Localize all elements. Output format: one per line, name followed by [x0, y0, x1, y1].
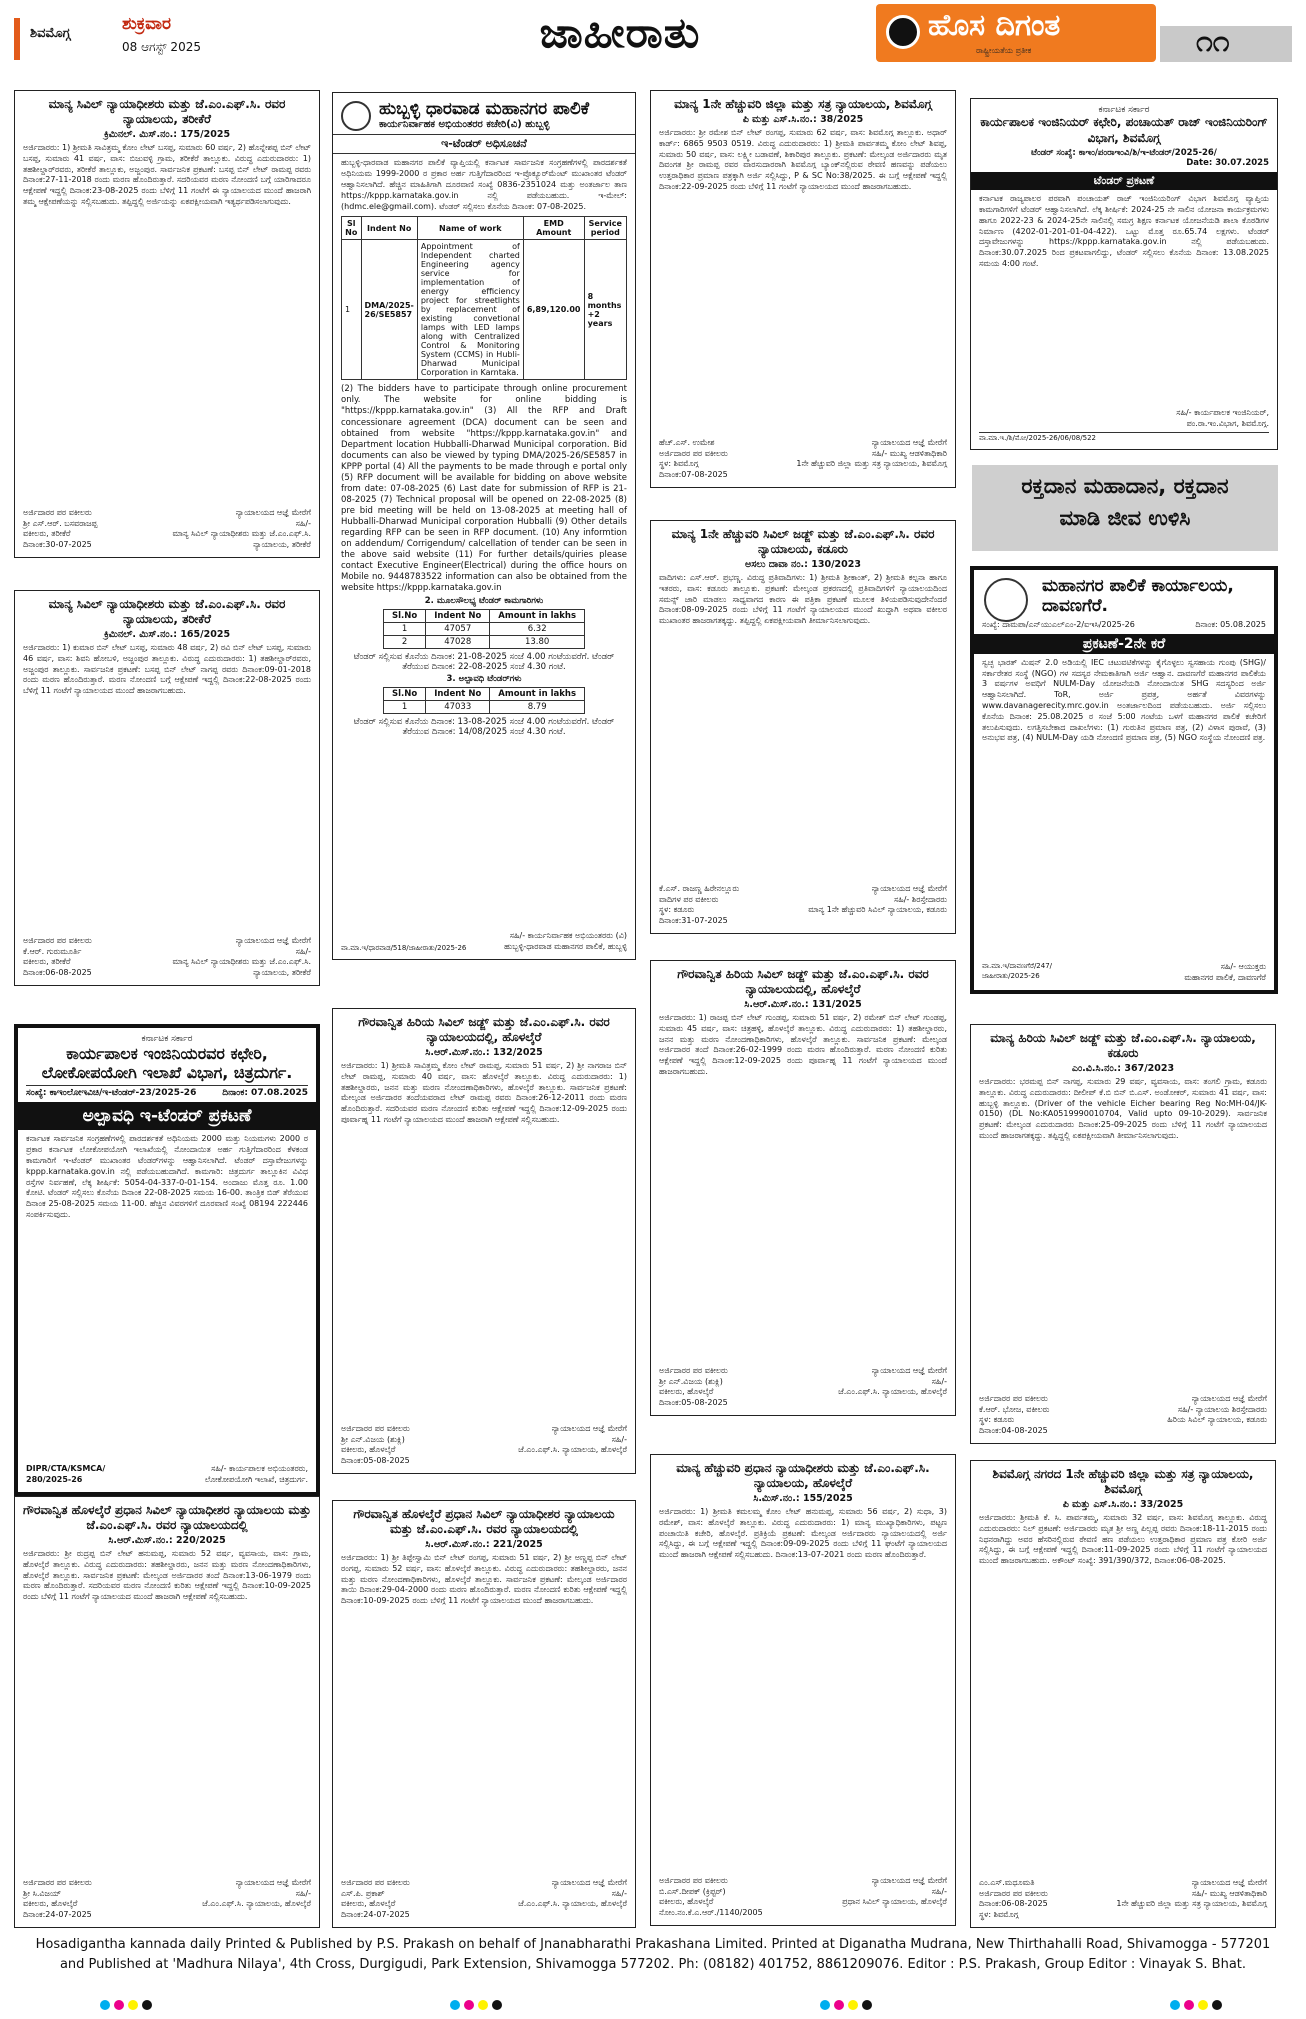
- sig-right: ನ್ಯಾಯಾಲಯದ ಆಜ್ಞೆ ಮೇರೆಗೆ ಸಹಿ/- ಜೆ.ಎಂ.ಎಫ್.ಸಿ. ನ್ಯಾಯಾಲಯ, ಹೊಳಲ್ಕೆರೆ: [202, 1877, 311, 1909]
- sig-left: ಅರ್ಜಿದಾರರ ಪರ ವಕೀಲರು ಬಿ.ಎಸ್.ದೀಪಕ್ (ಕ್ರಿಪ್ಟರ್) ವಕೀಲರು, ಹೊಳಲ್ಕೆರೆ ನೋಂ.ನಂ.ಕೆ.ಎ.ಆರ್./1140/2005: [659, 1875, 763, 1918]
- ad-title: ಹುಬ್ಬಳ್ಳಿ ಧಾರವಾಡ ಮಹಾನಗರ ಪಾಲಿಕೆ: [379, 99, 590, 119]
- ad-title: ಮಾನ್ಯ ಹೆಚ್ಚುವರಿ ಪ್ರಧಾನ ನ್ಯಾಯಾಧೀಶರು ಮತ್ತು ಜೆ.ಎಂ.ಎಫ್.ಸಿ. ನ್ಯಾಯಾಲಯ, ಹೊಳಲ್ಕೆರೆ: [676, 1461, 930, 1490]
- table-row: [342, 240, 627, 380]
- imprint-footer: [0, 1935, 1306, 1974]
- registration-marks-3: [820, 2000, 872, 2010]
- sig-right: ಸಹಿ/- ಕಾರ್ಯನಿರ್ವಾಹಕ ಅಭಿಯಂತರರು (ವಿ) ಹುಬ್ಬಳ್ಳಿ-ಧಾರವಾಡ ಮಹಾನಗರ ಪಾಲಿಕೆ, ಹುಬ್ಬಳ್ಳಿ: [504, 931, 627, 952]
- court-notice-ad-10: [650, 960, 956, 1416]
- ad-case-number: ಪಿ ಮತ್ತು ಎಸ್.ಸಿ.ನಂ.: 33/2025: [1062, 1499, 1184, 1510]
- td-indent: 47033: [426, 701, 490, 714]
- ad-signature: [979, 1394, 1267, 1437]
- reg-dot: [862, 2000, 872, 2010]
- ad-title: ಮಾನ್ಯ ಹಿರಿಯ ಸಿವಿಲ್ ಜಡ್ಜ್ ಮತ್ತು ಜೆ.ಎಂ.ಎಫ್.ಸಿ. ನ್ಯಾಯಾಲಯ, ಕಡೂರು: [990, 1031, 1256, 1060]
- logo-tagline: ರಾಷ್ಟ್ರೀಯತೆಯ ಪ್ರತೀಕ: [976, 46, 1032, 55]
- sig-right: ನ್ಯಾಯಾಲಯದ ಆಜ್ಞೆ ಮೇರೆಗೆ ಸಹಿ/- ಶಿರಸ್ತೇದಾರರು ಮಾನ್ಯ 1ನೇ ಹೆಚ್ಚುವರಿ ಸಿವಿಲ್ ನ್ಯಾಯಾಲಯ, ಕಡೂರು: [808, 883, 947, 915]
- section-title: ಜಾಹೀರಾತು: [539, 8, 701, 57]
- ad-body: ಹುಬ್ಬಳ್ಳಿ-ಧಾರವಾಡ ಮಹಾನಗರ ಪಾಲಿಕೆ ವ್ಯಾಪ್ತಿಯಲ್ಲಿ ಕರ್ನಾಟಕ ಸಾರ್ವಜನಿಕ ಸಂಗ್ರಹಣೆಗಳಲ್ಲಿ ಪಾರದರ್ಶಕತೆ ಅಧಿನಿಯಮ 1999-2000 ರ ಪ್ರಕಾರ ಅರ್ಹ ಗುತ್ತಿಗೆದಾರರಿಂದ ಇ-ಪ್ರೊಕ್ಯೂರ್‌ಮೆಂಟ್ ಮುಖಾಂತರ ಟೆಂಡರ್ ಆಹ್ವಾನಿಸಲಾಗಿದೆ. ಹೆಚ್ಚಿನ ಮಾಹಿತಿಗಾಗಿ ದೂರವಾಣಿ ಸಂಖ್ಯೆ 0836-2351024 ಮತ್ತು ಅಂತರ್ಜಾಲ ತಾಣ https://kppp.karnataka.gov.in ನಲ್ಲಿ ಪಡೆಯಬಹುದು. ಇ-ಮೇಲ್: (hdmc.ele@gmail.com). ಟೆಂಡರ್ ಸಲ್ಲಿಸಲು ಕೊನೆಯ ದಿನಾಂಕ: 07-08-2025.: [341, 158, 627, 211]
- footer-line-1: Hosadigantha kannada daily Printed & Published by P.S. Prakash on behalf of Jnanabharathi Prakashana Limited. Printed at Diganatha Mudrana, New Thirthahalli Road, Shivamogga - 577201: [35, 1937, 1271, 1952]
- logo-emblem-icon: [886, 15, 920, 49]
- td-period: 8 months +2 years: [584, 240, 626, 380]
- court-notice-ad-1: [14, 90, 320, 558]
- ad-signature: [23, 936, 311, 979]
- ad-department: ಕಾರ್ಯಪಾಲಕ ಇಂಜಿನಿಯರವರ ಕಛೇರಿ, ಲೋಕೋಪಯೋಗಿ ಇಲಾಖೆ ವಿಭಾಗ, ಚಿತ್ರದುರ್ಗ.: [41, 1044, 293, 1083]
- reg-dot: [142, 2000, 152, 2010]
- sig-left: ಎಂ.ಎಸ್.ಮಧೂಮತಿ ಅರ್ಜಿದಾರರ ಪರ ವಕೀಲರು ದಿನಾಂಕ:06-08-2025 ಸ್ಥಳ: ಶಿವಮೊಗ್ಗ: [979, 1877, 1048, 1920]
- psa-line-1: ರಕ್ತದಾನ ಮಹಾದಾನ, ರಕ್ತದಾನ: [1021, 474, 1229, 498]
- reg-dot: [848, 2000, 858, 2010]
- ad-signature: [341, 1424, 627, 1467]
- ad-title: ಮಾನ್ಯ 1ನೇ ಹೆಚ್ಚುವರಿ ಜಿಲ್ಲಾ ಮತ್ತು ಸತ್ರ ನ್ಯಾಯಾಲಯ, ಶಿವಮೊಗ್ಗ: [674, 97, 932, 111]
- psa-line-2: ಮಾಡಿ ಜೀವ ಉಳಿಸಿ: [1059, 505, 1191, 530]
- td-amount: 6.32: [490, 623, 585, 636]
- th-work: Name of work: [417, 217, 523, 240]
- ad-signature: [23, 1878, 311, 1921]
- td-slno: 1: [383, 701, 425, 714]
- ad-band: ಅಲ್ಪಾವಧಿ ಇ-ಟೆಂಡರ್ ಪ್ರಕಟಣೆ: [18, 1102, 316, 1130]
- t3-title: 3. ಅಲ್ಪಾವಧಿ ಟೆಂಡರ್‌ಗಳು: [446, 674, 522, 685]
- table-row: [383, 701, 584, 714]
- td-amount: 13.80: [490, 636, 585, 649]
- ad-title: ಗೌರವಾನ್ವಿತ ಹಿರಿಯ ಸಿವಿಲ್ ಜಡ್ಜ್ ಮತ್ತು ಜೆ.ಎಂ.ಎಫ್.ಸಿ. ರವರ ನ್ಯಾಯಾಲಯದಲ್ಲಿ, ಹೊಳಲ್ಕೆರೆ: [677, 967, 929, 996]
- sig-left: ಅರ್ಜಿದಾರರ ಪರ ವಕೀಲರು ಕೆ.ಆರ್. ಗುರುಮೂರ್ತಿ ವಕೀಲರು, ತರೀಕೆರೆ ದಿನಾಂಕ:06-08-2025: [23, 935, 92, 978]
- th-indent: Indent No: [426, 610, 490, 623]
- ad-body: ಸ್ವಚ್ಛ ಭಾರತ್ ಮಿಷನ್ 2.0 ಅಡಿಯಲ್ಲಿ IEC ಚಟುವಟಿಕೆಗಳನ್ನು ಕೈಗೊಳ್ಳಲು ಸ್ವಸಹಾಯ ಗುಂಪು (SHG)/ಸರ್ಕಾರೇತರ ಸಂಸ್ಥೆ (NGO) ಗಳ ಸದಸ್ಯರ ನೇಮಕಾತಿಗಾಗಿ ಅರ್ಜಿ ಆಹ್ವಾನ. ದಾವಣಗೆರೆ ಮಹಾನಗರ ಪಾಲಿಕೆಯ 3 ವರ್ಷಗಳ ಅವಧಿಗೆ NULM-Day ಯೋಜನೆಯಡಿ ನೋಂದಾಯಿತ SHG ಸದಸ್ಯರಿಂದ ಅರ್ಜಿ ಆಹ್ವಾನಿಸಲಾಗಿದೆ. ToR, ಅರ್ಜಿ ಪ್ರಪತ್ರ, ಅರ್ಹತೆ ವಿವರಗಳನ್ನು www.davanagerecity.mrc.gov.in ಅಂತರ್ಜಾಲದಿಂದ ಪಡೆಯಬಹುದು. ಅರ್ಜಿ ಸಲ್ಲಿಸಲು ಕೊನೆಯ ದಿನಾಂಕ: 25.08.2025 ರ ಸಂಜೆ 5:00 ಗಂಟೆಯ ಒಳಗೆ ಮಹಾನಗರ ಪಾಲಿಕೆ ಕಚೇರಿಗೆ ತಲುಪಿಸುವುದು. ಲಗತ್ತಿಸಬೇಕಾದ ದಾಖಲೆಗಳು: (1) ಗುರುತಿನ ಪ್ರಮಾಣ ಪತ್ರ, (2) ವಿಳಾಸ ಪುರಾವೆ, (3) ಅನುಭವ ಪತ್ರ, (4) NULM-Day ಯಡಿ ನೋಂದಣಿ ಪ್ರಮಾಣ ಪತ್ರ, (5) NGO ಸಂಸ್ಥೆಯ ನೋಂದಣಿ ಪತ್ರ.: [982, 657, 1266, 743]
- ad-gov-label: ಕರ್ನಾಟಕ ಸರ್ಕಾರ: [1098, 105, 1150, 115]
- ad-title: ಗೌರವಾನ್ವಿತ ಹಿರಿಯ ಸಿವಿಲ್ ಜಡ್ಜ್ ಮತ್ತು ಜೆ.ಎಂ.ಎಫ್.ಸಿ. ರವರ ನ್ಯಾಯಾಲಯದಲ್ಲಿ, ಹೊಳಲ್ಕೆರೆ: [358, 1015, 610, 1044]
- th-amount: Amount in lakhs: [490, 688, 585, 701]
- psa-text: [972, 471, 1278, 534]
- sig-right: ನ್ಯಾಯಾಲಯದ ಆಜ್ಞೆ ಮೇರೆಗೆ ಸಹಿ/- ಮಾನ್ಯ ಸಿವಿಲ್ ನ್ಯಾಯಾಧೀಶರು ಮತ್ತು ಜೆ.ಎಂ.ಎಫ್.ಸಿ. ನ್ಯಾಯಾಲಯ, ತರೀಕೆರೆ: [172, 935, 311, 978]
- hdmc-tender-ad: [332, 92, 636, 960]
- ad-title: ಮಹಾನಗರ ಪಾಲಿಕೆ ಕಾರ್ಯಾಲಯ, ದಾವಣಗೆರೆ.: [1042, 576, 1234, 617]
- th-slno: Sl No: [342, 217, 362, 240]
- td-emd: 6,89,120.00: [523, 240, 584, 380]
- ad-body: ವಾದಿಗಳು: ಎಸ್.ಆರ್. ಪ್ರಭಣ್ಣ. ವಿರುದ್ಧ ಪ್ರತಿವಾದಿಗಳು: 1) ಶ್ರೀಮತಿ ಶ್ರೀಕಾಂತ್, 2) ಶ್ರೀಮತಿ ಕಲ್ಪನಾ ಹಾಗೂ ಇತರರು, ವಾಸ: ಕಡೂರು ತಾಲ್ಲೂಕು. ಪ್ರಕಟಣೆ: ಮೇಲ್ಕಂಡ ಪ್ರಕರಣದಲ್ಲಿ ಪ್ರತಿವಾದಿಗಳಿಗೆ ನ್ಯಾಯಾಲಯದಿಂದ ಸಮನ್ಸ್ ಜಾರಿ ಮಾಡಲು ಸಾಧ್ಯವಾಗದ ಕಾರಣ ಈ ಪತ್ರಿಕಾ ಪ್ರಕಟಣೆ ಮೂಲಕ ತಿಳಿಯಪಡಿಸುವುದೇನೆಂದರೆ ದಿನಾಂಕ:08-09-2025 ರಂದು ಬೆಳಿಗ್ಗೆ 11 ಗಂಟೆಗೆ ನ್ಯಾಯಾಲಯದ ಮುಂದೆ ಖುದ್ದಾಗಿ ಅಥವಾ ವಕೀಲರ ಮುಖಾಂತರ ಹಾಜರಾಗತಕ್ಕದ್ದು. ತಪ್ಪಿದ್ದಲ್ಲಿ ಏಕಪಕ್ಷೀಯವಾಗಿ ತೀರ್ಮಾನಿಸಲಾಗುವುದು.: [659, 573, 947, 626]
- th-amount: Amount in lakhs: [490, 610, 585, 623]
- pwd-tender-ad: [14, 1024, 320, 1496]
- footer-line-2: and Published at 'Madhura Nilaya', 4th Cross, Durgigudi, Park Extension, Shivamogga 577202. Ph: (08182) 401752, 8861209076. Editor : P.S. Prakash, Group Editor : Vinayak S. Bhat.: [59, 1956, 1247, 1972]
- logo-text: ಹೊಸ ದಿಗಂತ: [928, 8, 1061, 43]
- court-notice-ad-9: [650, 520, 956, 934]
- reg-dot: [820, 2000, 830, 2010]
- ad-case-number: ಅಸಲು ದಾವಾ ನಂ.: 130/2023: [745, 559, 861, 570]
- td-work: Appointment of Independent charted Engineering agency service for implementation of energy efficiency project for streetlights by replacement of existing convetional lamps with LED lamps along with Centralized Control & Monitoring System (CCMS) in Hubli-Dharwad Municipal Corporation in Karntaka.: [417, 240, 523, 380]
- sig-left: ವಾ.ಮಾ.ಇ/ಧಾರವಾಡ/518/ಜಾಹೀರಾತು/2025-26: [341, 943, 467, 952]
- ad-date: ದಿನಾಂಕ: 05.08.2025: [1195, 619, 1266, 629]
- reg-dot: [464, 2000, 474, 2010]
- ad-case-number: ಸಿ.ಆರ್.ಮಿಸ್.ನಂ.: 220/2025: [108, 1535, 226, 1546]
- court-notice-ad-2: [14, 590, 320, 986]
- sig-right: ನ್ಯಾಯಾಲಯದ ಆಜ್ಞೆ ಮೇರೆಗೆ ಸಹಿ/- ಮಾನ್ಯ ಸಿವಿಲ್ ನ್ಯಾಯಾಧೀಶರು ಮತ್ತು ಜೆ.ಎಂ.ಎಫ್.ಸಿ. ನ್ಯಾಯಾಲಯ, ತರೀಕೆರೆ: [172, 507, 311, 550]
- ad-band: ಇ-ಟೆಂಡರ್ ಅಧಿಸೂಚನೆ: [333, 134, 635, 154]
- ad-ref: ಸಂಖ್ಯೆ: ದಾಮಪಾ/ಎನ್‌ಯುಎಲ್‌ಎಂ-2/ಐಇಸಿ/2025-26: [982, 619, 1135, 629]
- mc-seal-icon: [984, 578, 1028, 622]
- reg-dot: [492, 2000, 502, 2010]
- td-slno: 2: [383, 636, 425, 649]
- sig-right: ಸಹಿ/- ಕಾರ್ಯಪಾಲಕ ಇಂಜಿನಿಯರ್, ಪಂ.ರಾ.ಇಂ.ವಿಭಾಗ, ಶಿವಮೊಗ್ಗ.: [1176, 407, 1269, 428]
- court-notice-ad-14: [970, 1024, 1276, 1444]
- ad-case-number: ಕ್ರಿಮಿನಲ್. ಮಿಸ್.ನಂ.: 165/2025: [103, 629, 231, 640]
- sig-right: ಸಹಿ/- ಆಯುಕ್ತರು ಮಹಾನಗರ ಪಾಲಿಕೆ, ದಾವಣಗೆರೆ: [1184, 962, 1266, 983]
- ad-signature: [982, 962, 1266, 984]
- td-indent: 47028: [426, 636, 490, 649]
- tender-table: [341, 216, 627, 380]
- td-amount: 8.79: [490, 701, 585, 714]
- table-row: [383, 623, 584, 636]
- registration-marks-2: [450, 2000, 502, 2010]
- court-notice-ad-8: [650, 90, 956, 488]
- sig-left: DIPR/CTA/KSMCA/ 280/2025-26: [26, 1464, 106, 1485]
- ad-signature: [341, 1878, 627, 1921]
- th-period: Service period: [584, 217, 626, 240]
- sig-right: ನ್ಯಾಯಾಲಯದ ಆಜ್ಞೆ ಮೇರೆಗೆ ಸಹಿ/- ಪ್ರಧಾನ ಸಿವಿಲ್ ನ್ಯಾಯಾಲಯ, ಹೊಳಲ್ಕೆರೆ: [842, 1875, 947, 1907]
- reg-dot: [1198, 2000, 1208, 2010]
- ad-signature: [341, 931, 627, 953]
- sig-right: ನ್ಯಾಯಾಲಯದ ಆಜ್ಞೆ ಮೇರೆಗೆ ಸಹಿ/- ನ್ಯಾಯಾಲಯ ಶಿರಸ್ತೇದಾರರು ಹಿರಿಯ ಸಿವಿಲ್ ನ್ಯಾಯಾಲಯ, ಕಡೂರು: [1167, 1393, 1267, 1425]
- header-city: ಶಿವಮೊಗ್ಗ: [30, 26, 71, 41]
- reg-dot: [1170, 2000, 1180, 2010]
- ad-body: ಅರ್ಜಿದಾರರು: 1) ರಾಜಪ್ಪ ಬಿನ್ ಲೇಟ್ ಗುಂಡಪ್ಪ, ಸುಮಾರು 51 ವರ್ಷ, 2) ರಮೇಶ್ ಬಿನ್ ಲೇಟ್ ಗುಂಡಪ್ಪ, ಸುಮಾರು 45 ವರ್ಷ, ವಾಸ: ಚಿತ್ರಹಳ್ಳಿ, ಹೊಳಲ್ಕೆರೆ ತಾಲ್ಲೂಕು. ವಿರುದ್ಧ ಎದುರುದಾರರು: 1) ತಹಶೀಲ್ದಾರರು, ಜನನ ಮತ್ತು ಮರಣ ನೋಂದಣಾಧಿಕಾರಿಗಳು, ಹೊಳಲ್ಕೆರೆ ತಾಲ್ಲೂಕು. ಸಾರ್ವಜನಿಕ ಪ್ರಕಟಣೆ: ಮೇಲ್ಕಂಡ ಅರ್ಜಿದಾರರ ತಂದೆ ದಿನಾಂಕ:26-02-1999 ರಂದು ಮರಣ ಹೊಂದಿರುತ್ತಾರೆ. ಮರಣ ನೋಂದಣಿ ಕುರಿತು ಆಕ್ಷೇಪಣೆ ಇದ್ದಲ್ಲಿ ದಿನಾಂಕ:12-09-2025 ರಂದು ಪೂರ್ವಾಹ್ನ 11 ಗಂಟೆಗೆ ನ್ಯಾಯಾಲಯದ ಮುಂದೆ ಹಾಜರಾಗಬಹುದು.: [659, 1013, 947, 1076]
- ad-gov-label: ಕರ್ನಾಟಕ ಸರ್ಕಾರ: [141, 1034, 193, 1044]
- ad-signature: [26, 1464, 308, 1486]
- ad-signature: [659, 1366, 947, 1409]
- court-notice-ad-6: [332, 1008, 636, 1474]
- sig-left: ಅರ್ಜಿದಾರರ ಪರ ವಕೀಲರು ಎಸ್.ಪಿ. ಪ್ರಕಾಶ್ ವಕೀಲರು, ಹೊಳಲ್ಕೆರೆ ದಿನಾಂಕ:24-07-2025: [341, 1877, 410, 1920]
- ad-date: ದಿನಾಂಕ: 07.08.2025: [222, 1088, 308, 1099]
- sig-left: ಅರ್ಜಿದಾರರ ಪರ ವಕೀಲರು ಶ್ರೀ ಎನ್.ವಿಜಯ (ಶುಕ್ಲಿ) ವಕೀಲರು, ಹೊಳಲ್ಕೆರೆ ದಿನಾಂಕ:05-08-2025: [659, 1365, 728, 1408]
- ad-title: ಗೌರವಾನ್ವಿತ ಹೊಳಲ್ಕೆರೆ ಪ್ರಧಾನ ಸಿವಿಲ್ ನ್ಯಾಯಾಧೀಶರ ನ್ಯಾಯಾಲಯ ಮತ್ತು ಜೆ.ಎಂ.ಎಫ್.ಸಿ. ರವರ ನ್ಯಾಯಾಲಯದಲ್ಲಿ: [353, 1507, 615, 1536]
- tender-table-3: [383, 687, 585, 714]
- ad-title: ಮಾನ್ಯ 1ನೇ ಹೆಚ್ಚುವರಿ ಸಿವಿಲ್ ಜಡ್ಜ್ ಮತ್ತು ಜೆ.ಎಂ.ಎಫ್.ಸಿ. ರವರ ನ್ಯಾಯಾಲಯ, ಕಡೂರು: [671, 527, 935, 556]
- davanagere-mc-ad: [970, 566, 1278, 994]
- reg-dot: [100, 2000, 110, 2010]
- ad-ref: ಸಂಖ್ಯೆ: ಕಾಇಂಲೋಇವಿಚಿ/ಇ-ಟೆಂಡರ್-23/2025-26: [26, 1088, 197, 1099]
- ad-body: ಅರ್ಜಿದಾರರು: 1) ಶ್ರೀಮತಿ ಸಾವಿತ್ರಮ್ಮ ಕೋಂ ಲೇಟ್ ರಾಮಪ್ಪ, ಸುಮಾರು 51 ವರ್ಷ, 2) ಶ್ರೀ ನಾಗರಾಜ ಬಿನ್ ಲೇಟ್ ರಾಮಪ್ಪ, ಸುಮಾರು 40 ವರ್ಷ, ವಾಸ: ಹೊಳಲ್ಕೆರೆ ತಾಲ್ಲೂಕು. ವಿರುದ್ಧ ಎದುರುದಾರರು: 1) ತಹಶೀಲ್ದಾರರು, ಜನನ ಮತ್ತು ಮರಣ ನೋಂದಣಾಧಿಕಾರಿಗಳು, ಹೊಳಲ್ಕೆರೆ ತಾಲ್ಲೂಕು. ಸಾರ್ವಜನಿಕ ಪ್ರಕಟಣೆ: ಮೇಲ್ಕಂಡ ಅರ್ಜಿದಾರರ ತಂದೆಯವರಾದ ಲೇಟ್ ರಾಮಪ್ಪ ರವರು ದಿನಾಂಕ:26-12-2011 ರಂದು ಮರಣ ಹೊಂದಿರುತ್ತಾರೆ. ಸದರಿಯವರ ಮರಣ ನೋಂದಣಿ ಕುರಿತು ಆಕ್ಷೇಪಣೆ ಇದ್ದಲ್ಲಿ ದಿನಾಂಕ:12-09-2025 ರಂದು ಪೂರ್ವಾಹ್ನ 11 ಗಂಟೆಗೆ ನ್ಯಾಯಾಲಯದ ಮುಂದೆ ಹಾಜರಾಗಿ ಆಕ್ಷೇಪಣೆ ಸಲ್ಲಿಸಬಹುದು.: [341, 1061, 627, 1124]
- ad-department: ಕಾರ್ಯಪಾಲಕ ಇಂಜಿನಿಯರ್ ಕಛೇರಿ, ಪಂಚಾಯತ್ ರಾಜ್ ಇಂಜಿನಿಯರಿಂಗ್ ವಿಭಾಗ, ಶಿವಮೊಗ್ಗ: [980, 115, 1268, 145]
- th-emd: EMD Amount: [523, 217, 584, 240]
- sig-left: ಅರ್ಜಿದಾರರ ಪರ ವಕೀಲರು ಶ್ರೀ ಎನ್.ವಿಜಯ (ಶುಕ್ಲಿ) ವಕೀಲರು, ಹೊಳಲ್ಕೆರೆ ದಿನಾಂಕ:05-08-2025: [341, 1423, 410, 1466]
- ad-case-number: ಸಿ.ಮಿಸ್.ನಂ.: 155/2025: [753, 1493, 853, 1504]
- td-indent: DMA/2025-26/SE5857: [361, 240, 417, 380]
- ad-body: ಕರ್ನಾಟಕ ಸಾರ್ವಜನಿಕ ಸಂಗ್ರಹಣೆಗಳಲ್ಲಿ ಪಾರದರ್ಶಕತೆ ಅಧಿನಿಯಮ 2000 ಮತ್ತು ನಿಯಮಗಳು 2000 ರ ಪ್ರಕಾರ ಕರ್ನಾಟಕ ಲೋಕೋಪಯೋಗಿ ಇಲಾಖೆಯಲ್ಲಿ ನೋಂದಾಯಿತ ಅರ್ಹ ಗುತ್ತಿಗೆದಾರರಿಂದ ಕೆಳಕಂಡ ಕಾಮಗಾರಿಗೆ ಇ-ಟೆಂಡರ್ ಮುಖಾಂತರ ಟೆಂಡರ್‌ಗಳನ್ನು ಆಹ್ವಾನಿಸಲಾಗಿದೆ. ಟೆಂಡರ್ ದಸ್ತಾವೇಜುಗಳನ್ನು kppp.karnataka.gov.in ನಲ್ಲಿ ಪಡೆಯಬಹುದಾಗಿದೆ. ಕಾಮಗಾರಿ: ಚಿತ್ರದುರ್ಗ ತಾಲ್ಲೂಕಿನ ವಿವಿಧ ರಸ್ತೆಗಳ ನಿರ್ವಹಣೆ, ಲೆಕ್ಕ ಶೀರ್ಷಿಕೆ: 5054-04-337-0-01-154. ಅಂದಾಜು ಮೊತ್ತ ರೂ. 1.00 ಕೋಟಿ. ಟೆಂಡರ್ ಸಲ್ಲಿಸಲು ಕೊನೆಯ ದಿನಾಂಕ 22-08-2025 ಸಮಯ 16-00. ತಾಂತ್ರಿಕ ಬಿಡ್ ತೆರೆಯುವ ದಿನಾಂಕ 25-08-2025 ಸಮಯ 11-00. ಹೆಚ್ಚಿನ ವಿವರಗಳಿಗೆ ದೂರವಾಣಿ ಸಂಖ್ಯೆ 08194 222446 ಸಂಪರ್ಕಿಸುವುದು.: [26, 1134, 308, 1219]
- sig-left: ಕೆ.ಎಸ್. ರಾಜಣ್ಣ ಹಿರೇನಲ್ಲೂರು ವಾದಿಗಳ ಪರ ವಕೀಲರು ಸ್ಥಳ: ಕಡೂರು ದಿನಾಂಕ:31-07-2025: [659, 883, 740, 926]
- sig-right: ನ್ಯಾಯಾಲಯದ ಆಜ್ಞೆ ಮೇರೆಗೆ ಸಹಿ/- ಜೆ.ಎಂ.ಎಫ್.ಸಿ. ನ್ಯಾಯಾಲಯ, ಹೊಳಲ್ಕೆರೆ: [838, 1365, 947, 1397]
- header-date: 08 ಆಗಸ್ಟ್ 2025: [122, 40, 201, 54]
- ad-body: ಅರ್ಜಿದಾರರು: ಶ್ರೀ ರುದ್ರಪ್ಪ ಬಿನ್ ಲೇಟ್ ಹನುಮಪ್ಪ, ಸುಮಾರು 52 ವರ್ಷ, ವ್ಯವಸಾಯ, ವಾಸ: ಗ್ರಾಮ, ಹೊಳಲ್ಕೆರೆ ತಾಲ್ಲೂಕು. ವಿರುದ್ಧ ಎದುರುದಾರರು: ತಹಶೀಲ್ದಾರರು, ಜನನ ಮತ್ತು ಮರಣ ನೋಂದಣಾಧಿಕಾರಿಗಳು, ಹೊಳಲ್ಕೆರೆ ತಾಲ್ಲೂಕು. ಸಾರ್ವಜನಿಕ ಪ್ರಕಟಣೆ: ಮೇಲ್ಕಂಡ ಅರ್ಜಿದಾರರ ತಂದೆ ದಿನಾಂಕ:13-06-1979 ರಂದು ಮರಣ ಹೊಂದಿರುತ್ತಾರೆ. ಸದರಿಯವರ ಮರಣ ನೋಂದಣಿ ಕುರಿತು ಆಕ್ಷೇಪಣೆ ಇದ್ದಲ್ಲಿ ದಿನಾಂಕ:10-09-2025 ರಂದು ಬೆಳಿಗ್ಗೆ 11 ಗಂಟೆಗೆ ನ್ಯಾಯಾಲಯದ ಮುಂದೆ ಹಾಜರಾಗಿ ಆಕ್ಷೇಪಣೆ ಸಲ್ಲಿಸಬಹುದು.: [23, 1549, 311, 1602]
- th-slno: Sl.No: [383, 688, 425, 701]
- ad-title: ಮಾನ್ಯ ಸಿವಿಲ್ ನ್ಯಾಯಾಧೀಶರು ಮತ್ತು ಜೆ.ಎಂ.ಎಫ್.ಸಿ. ರವರ ನ್ಯಾಯಾಲಯ, ತರೀಕೆರೆ: [48, 97, 286, 126]
- ad-band: ಟೆಂಡರ್ ಪ್ರಕಟಣೆ: [971, 172, 1277, 190]
- ad-case-number: ಪಿ ಮತ್ತು ಎಸ್.ಸಿ.ನಂ.: 38/2025: [742, 114, 864, 125]
- reg-dot: [450, 2000, 460, 2010]
- ad-body: ಅರ್ಜಿದಾರರು: ಭರಮಪ್ಪ ಬಿನ್ ನಾಗಪ್ಪ, ಸುಮಾರು 29 ವರ್ಷ, ವ್ಯವಸಾಯ, ವಾಸ: ತಂಗಲಿ ಗ್ರಾಮ, ಕಡೂರು ತಾಲ್ಲೂಕು. ವಿರುದ್ಧ ಎದುರುದಾರರು: ದೀಲೀಪ್ ಕೆ.ಬಿ ಬಿನ್ ಬಿ.ಎಸ್. ಅಂಡೋಕರ್, ಸುಮಾರು 41 ವರ್ಷ, ವಾಸ: ಹುಬ್ಬಳ್ಳಿ ತಾಲ್ಲೂಕು. (Driver of the vehicle Eicher bearing Reg No:MH-04/JK-0150) (DL No:KA0519990010704, Valid upto 09-10-2029). ಸಾರ್ವಜನಿಕ ಪ್ರಕಟಣೆ: ಮೇಲ್ಕಂಡ ಎದುರುದಾರರು ದಿನಾಂಕ:25-09-2025 ರಂದು ಬೆಳಿಗ್ಗೆ 11 ಗಂಟೆಗೆ ನ್ಯಾಯಾಲಯದ ಮುಂದೆ ಹಾಜರಾಗತಕ್ಕದ್ದು. ತಪ್ಪಿದ್ದಲ್ಲಿ ಏಕಪಕ್ಷೀಯವಾಗಿ ತೀರ್ಮಾನಿಸಲಾಗುವುದು.: [979, 1077, 1267, 1140]
- ad-signature: [979, 408, 1269, 443]
- ad-band: ಪ್ರಕಟಣೆ-2ನೇ ಕರೆ: [974, 634, 1274, 654]
- ad-body: ಅರ್ಜಿದಾರರು: 1) ಕುಮಾರ ಬಿನ್ ಲೇಟ್ ಬಸಪ್ಪ, ಸುಮಾರು 48 ವರ್ಷ, 2) ರವಿ ಬಿನ್ ಲೇಟ್ ಬಸಪ್ಪ, ಸುಮಾರು 46 ವರ್ಷ, ವಾಸ: ಶಿವನಿ ಹೋಬಳಿ, ಅಜ್ಜಂಪುರ ತಾಲ್ಲೂಕು. ವಿರುದ್ಧ ಎದುರುದಾರರು: 1) ತಹಶೀಲ್ದಾರ್‌ರವರು, ಅಜ್ಜಂಪುರ ತಾಲ್ಲೂಕು. ಸಾರ್ವಜನಿಕ ಪ್ರಕಟಣೆ: ಬಸಪ್ಪ ಬಿನ್ ಲೇಟ್ ನಾಗಪ್ಪ ರವರು ದಿನಾಂಕ:09-01-2018 ರಂದು ಮರಣ ಹೊಂದಿರುತ್ತಾರೆ. ಮರಣ ನೋಂದಣಿ ಬಗ್ಗೆ ಆಕ್ಷೇಪಣೆ ಇದ್ದಲ್ಲಿ ದಿನಾಂಕ:22-08-2025 ರಂದು ಬೆಳಿಗ್ಗೆ 11 ಗಂಟೆಗೆ ನ್ಯಾಯಾಲಯದ ಮುಂದೆ ಹಾಜರಾಗಬಹುದು.: [23, 643, 311, 696]
- sig-right: ನ್ಯಾಯಾಲಯದ ಆಜ್ಞೆ ಮೇರೆಗೆ ಸಹಿ/- ಜೆ.ಎಂ.ಎಫ್.ಸಿ. ನ್ಯಾಯಾಲಯ, ಹೊಳಲ್ಕೆರೆ: [518, 1423, 627, 1455]
- court-notice-ad-7: [332, 1500, 636, 1928]
- page-number: ೧೧: [1196, 24, 1230, 59]
- ad-body: ಕರ್ನಾಟಕ ರಾಜ್ಯಪಾಲರ ಪರವಾಗಿ ಪಂಚಾಯತ್ ರಾಜ್ ಇಂಜಿನಿಯರಿಂಗ್ ವಿಭಾಗ ಶಿವಮೊಗ್ಗ ವ್ಯಾಪ್ತಿಯ ಕಾಮಗಾರಿಗಳಿಗೆ ಟೆಂಡರ್ ಆಹ್ವಾನಿಸಲಾಗಿದೆ. ಲೆಕ್ಕ ಶೀರ್ಷಿಕೆ: 2024-25 ನೇ ಸಾಲಿನ ಯೋಜನಾ ಕಾರ್ಯಕ್ರಮಗಳು ಹಾಗೂ 2022-23 & 2024-25ನೇ ಸಾಲಿನಲ್ಲಿ ಸಮಗ್ರ ಶಿಕ್ಷಣ ಕರ್ನಾಟಕ ಯೋಜನೆಯಡಿ ಶಾಲಾ ಕೊಠಡಿಗಳ ನಿರ್ಮಾಣ (4202-01-201-01-04-422). ಒಟ್ಟು ಮೊತ್ತ ರೂ.65.74 ಲಕ್ಷಗಳು. ಟೆಂಡರ್ ದಸ್ತಾವೇಜುಗಳನ್ನು https://kppp.karnataka.gov.in ನಲ್ಲಿ ಪಡೆಯಬಹುದು. ದಿನಾಂಕ:30.07.2025 ರಿಂದ ಪ್ರಕಟವಾಗಲಿದ್ದು, ಟೆಂಡರ್ ಸಲ್ಲಿಸಲು ಕೊನೆಯ ದಿನಾಂಕ: 13.08.2025 ಸಮಯ 4:00 ಗಂಟೆ.: [979, 194, 1269, 268]
- court-notice-ad-11: [650, 1454, 956, 1926]
- ad-ref-line: [26, 1085, 308, 1098]
- blood-donation-psa: [972, 465, 1278, 551]
- sig-left: ಹೆಚ್.ಎಸ್. ಉಮೇಶ ಅರ್ಜಿದಾರರ ಪರ ವಕೀಲರು ಸ್ಥಳ: ಶಿವಮೊಗ್ಗ ದಿನಾಂಕ:07-08-2025: [659, 437, 728, 480]
- sig-left: ಅರ್ಜಿದಾರರ ಪರ ವಕೀಲರು ಕೆ.ಆರ್. ಭೋಜ, ವಕೀಲರು ಸ್ಥಳ: ಕಡೂರು ದಿನಾಂಕ:04-08-2025: [979, 1393, 1050, 1436]
- sig-left: ವಾ.ಮಾ.ಇ/ದಾವಣಗೆರೆ/247/ ಜಾಹೀರಾತು/2025-26: [982, 962, 1053, 980]
- court-notice-ad-15: [970, 1460, 1276, 1928]
- sig-left: ಅರ್ಜಿದಾರರ ಪರ ವಕೀಲರು ಶ್ರೀ ಎಸ್.ಆರ್. ಬಸವರಾಜಪ್ಪ ವಕೀಲರು, ತರೀಕೆರೆ ದಿನಾಂಕ:30-07-2025: [23, 507, 98, 550]
- ad-body: ಅರ್ಜಿದಾರರು: ಶ್ರೀಮತಿ ಕೆ. ಸಿ. ಪಾರ್ವತಮ್ಮ, ಸುಮಾರು 32 ವರ್ಷ, ವಾಸ: ಶಿವಮೊಗ್ಗ ತಾಲ್ಲೂಕು. ವಿರುದ್ಧ ಎದುರುದಾರರು: ನಿಲ್ ಪ್ರಕಟಣೆ: ಅರ್ಜಿದಾರರು ಮೃತ ಶ್ರೀ ಅಣ್ಣ ಪಿಲ್ಲಪ್ಪ ರವರು ದಿನಾಂಕ:18-11-2015 ರಂದು ನಿಧನರಾಗಿದ್ದು ಅವರ ಹೆಸರಿನಲ್ಲಿರುವ ಠೇವಣಿ ಹಣ ಪಡೆಯಲು ಉತ್ತರಾಧಿಕಾರ ಪ್ರಮಾಣ ಪತ್ರ ಕೋರಿ ಅರ್ಜಿ ಸಲ್ಲಿಸಿದ್ದು, ಈ ಬಗ್ಗೆ ಆಕ್ಷೇಪಣೆ ಇದ್ದಲ್ಲಿ ದಿನಾಂಕ:11-09-2025 ರಂದು ಬೆಳಿಗ್ಗೆ 11 ಗಂಟೆಗೆ ನ್ಯಾಯಾಲಯದ ಮುಂದೆ ಹಾಜರಾಗಬಹುದು. ಅಕೌಂಟ್ ಸಂಖ್ಯೆ: 391/390/372, ದಿನಾಂಕ:06-08-2025.: [979, 1513, 1267, 1566]
- ad-subtitle: ಕಾರ್ಯನಿರ್ವಾಹಕ ಅಭಿಯಂತರರ ಕಚೇರಿ(ವಿ) ಹುಬ್ಬಳ್ಳಿ: [379, 119, 550, 131]
- reg-dot: [114, 2000, 124, 2010]
- table-row: [383, 636, 584, 649]
- hdmc-seal-icon: [341, 101, 371, 131]
- ad-signature: [659, 1876, 947, 1919]
- t3-note: ಟೆಂಡರ್ ಸಲ್ಲಿಸುವ ಕೊನೆಯ ದಿನಾಂಕ: 13-08-2025 ಸಂಜೆ 4.00 ಗಂಟೆಯವರೆಗೆ. ಟೆಂಡರ್ ತೆರೆಯುವ ದಿನಾಂಕ: 14/08/2025 ಸಂಜೆ 4.30 ಗಂಟೆ.: [353, 717, 615, 738]
- ad-signature: [23, 508, 311, 551]
- ad-case-number: ಕ್ರಿಮಿನಲ್. ಮಿಸ್.ನಂ.: 175/2025: [103, 129, 231, 140]
- reg-dot: [478, 2000, 488, 2010]
- ad-title: ಮಾನ್ಯ ಸಿವಿಲ್ ನ್ಯಾಯಾಧೀಶರು ಮತ್ತು ಜೆ.ಎಂ.ಎಫ್.ಸಿ. ರವರ ನ್ಯಾಯಾಲಯ, ತರೀಕೆರೆ: [48, 597, 286, 626]
- ad-case-number: ಸಿ.ಆರ್.ಮಿಸ್.ನಂ.: 221/2025: [425, 1539, 543, 1550]
- newspaper-logo: [876, 4, 1156, 62]
- english-tender-body: (2) The bidders have to participate through online procurement only. The website for online bidding is "https://kppp.karnataka.gov.in" (3) All the RFP and Draft concessionare agreement (DCA) document can be seen and obtained from website "https://kppp.karnataka.gov.in" and Department location Hubballi-Dharwad Municipal corporation. Bid documents can also be viewed by typing DMA/2025-26/SE5857 in KPPP portal (4) All the payments to be made through e portal only (5) RFP document will be available for bidding on above website from date: 07-08-2025 (6) Last date for submission of RFP is 21-08-2025 (7) Technical proposal will be opened on 22-08-2025 (8) pre bid meeting will be held on 13-08-2025 at meeting hall of Hubballi-Dharwad Municipal corporation Hubballi (9) Other details regarding RFP can be seen in RFP document. (10) Any informtion on addendum/ Corrigendum/ calcellation of tender can be seen in the above said website (11) For further details/quiries please contact Executive Engineer(Electrical) during the office hours on Mobile no. 9448783522 information can also be obtained from the website https://kppp.karnataka.gov.in: [341, 384, 627, 594]
- sig-right: ನ್ಯಾಯಾಲಯದ ಆಜ್ಞೆ ಮೇರೆಗೆ ಸಹಿ/- ಮುಖ್ಯ ಆಡಳಿತಾಧಿಕಾರಿ 1ನೇ ಹೆಚ್ಚುವರಿ ಜಿಲ್ಲಾ ಮತ್ತು ಸತ್ರ ನ್ಯಾಯಾಲಯ, ಶಿವಮೊಗ್ಗ: [1116, 1877, 1267, 1909]
- registration-marks-1: [100, 2000, 152, 2010]
- ad-case-number: ಸಿ.ಆರ್.ಮಿಸ್.ನಂ.: 131/2025: [744, 999, 862, 1010]
- sig-right: ನ್ಯಾಯಾಲಯದ ಆಜ್ಞೆ ಮೇರೆಗೆ ಸಹಿ/- ಮುಖ್ಯ ಆಡಳಿತಾಧಿಕಾರಿ 1ನೇ ಹೆಚ್ಚುವರಿ ಜಿಲ್ಲಾ ಮತ್ತು ಸತ್ರ ನ್ಯಾಯಾಲಯ, ಶಿವಮೊಗ್ಗ: [796, 437, 947, 469]
- ad-body: ಅರ್ಜಿದಾರರು: 1) ಶ್ರೀ ತಿಪ್ಪೇಸ್ವಾಮಿ ಬಿನ್ ಲೇಟ್ ರಂಗಪ್ಪ, ಸುಮಾರು 51 ವರ್ಷ, 2) ಶ್ರೀ ಅಣ್ಣಪ್ಪ ಬಿನ್ ಲೇಟ್ ರಂಗಪ್ಪ, ಸುಮಾರು 52 ವರ್ಷ, ವಾಸ: ಹೊಳಲ್ಕೆರೆ ತಾಲ್ಲೂಕು. ವಿರುದ್ಧ ಎದುರುದಾರರು: ತಹಶೀಲ್ದಾರರು, ಜನನ ಮತ್ತು ಮರಣ ನೋಂದಣಾಧಿಕಾರಿಗಳು, ಹೊಳಲ್ಕೆರೆ ತಾಲ್ಲೂಕು. ಸಾರ್ವಜನಿಕ ಪ್ರಕಟಣೆ: ಮೇಲ್ಕಂಡ ಅರ್ಜಿದಾರರ ತಾಯಿ ದಿನಾಂಕ:29-04-2000 ರಂದು ಮರಣ ಹೊಂದಿರುತ್ತಾರೆ. ಮರಣ ನೋಂದಣಿ ಕುರಿತು ಆಕ್ಷೇಪಣೆ ಇದ್ದಲ್ಲಿ ದಿನಾಂಕ:10-09-2025 ರಂದು ಬೆಳಿಗ್ಗೆ 11 ಗಂಟೆಗೆ ನ್ಯಾಯಾಲಯದ ಮುಂದೆ ಹಾಜರಾಗಬಹುದು.: [341, 1553, 627, 1606]
- pred-tender-ad: [970, 98, 1278, 450]
- td-slno: 1: [342, 240, 362, 380]
- ad-title: ಗೌರವಾನ್ವಿತ ಹೊಳಲ್ಕೆರೆ ಪ್ರಧಾನ ಸಿವಿಲ್ ನ್ಯಾಯಾಧೀಶರ ನ್ಯಾಯಾಲಯ ಮತ್ತು ಜೆ.ಎಂ.ಎಫ್.ಸಿ. ರವರ ನ್ಯಾಯಾಲಯದಲ್ಲಿ: [23, 1503, 312, 1532]
- ad-date: Date: 30.07.2025: [1186, 158, 1269, 169]
- tender-table-2: [383, 609, 585, 649]
- court-notice-ad-4: [14, 1496, 320, 1928]
- reg-dot: [1212, 2000, 1222, 2010]
- ad-ref: ಟೆಂಡರ್ ಸಂಖ್ಯೆ: ಕಾಇಂ/ಪಂರಾಇಂವಿ/ಶಿ/ಇ-ಟೆಂಡರ್/2025-26/: [1031, 148, 1217, 159]
- reg-dot: [128, 2000, 138, 2010]
- ad-case-number: ಎಂ.ವಿ.ಸಿ.ನಂ.: 367/2023: [1071, 1063, 1175, 1074]
- registration-marks-4: [1170, 2000, 1222, 2010]
- ad-signature: [979, 1878, 1267, 1921]
- td-slno: 1: [383, 623, 425, 636]
- sig-left: ಅರ್ಜಿದಾರರ ಪರ ವಕೀಲರು ಶ್ರೀ ಸಿ.ವಿಜಯ್ ವಕೀಲರು, ಹೊಳಲ್ಕೆರೆ ದಿನಾಂಕ:24-07-2025: [23, 1877, 92, 1920]
- sig-right: ಸಹಿ/- ಕಾರ್ಯಪಾಲಕ ಅಭಿಯಂತರರು, ಲೋಕೋಪಯೋಗಿ ಇಲಾಖೆ, ಚಿತ್ರದುರ್ಗ.: [204, 1464, 308, 1485]
- th-indent: Indent No: [361, 217, 417, 240]
- ad-signature: [659, 438, 947, 481]
- t2-note: ಟೆಂಡರ್ ಸಲ್ಲಿಸುವ ಕೊನೆಯ ದಿನಾಂಕ: 21-08-2025 ಸಂಜೆ 4.00 ಗಂಟೆಯವರೆಗೆ. ಟೆಂಡರ್ ತೆರೆಯುವ ದಿನಾಂಕ: 22-08-2025 ಸಂಜೆ 4.30 ಗಂಟೆ.: [353, 652, 615, 673]
- header-accent-bar: [14, 18, 20, 60]
- reg-dot: [834, 2000, 844, 2010]
- ad-body: ಅರ್ಜಿದಾರರು: ಶ್ರೀ ರಮೇಶ ಬಿನ್ ಲೇಟ್ ರಂಗಪ್ಪ, ಸುಮಾರು 62 ವರ್ಷ, ವಾಸ: ಶಿವಮೊಗ್ಗ ತಾಲ್ಲೂಕು. ಅಧಾರ್ ಕಾರ್ಡ್: 6865 9503 0519. ವಿರುದ್ಧ ಎದುರುದಾರರು: 1) ಶ್ರೀಮತಿ ಪಾರ್ವತಮ್ಮ ಕೋಂ ಲೇಟ್ ಶಿವಪ್ಪ, ಸುಮಾರು 50 ವರ್ಷ, ವಾಸ: ಲಕ್ಷ್ಮೀ ಬಡಾವಣೆ, ಶಿಕಾರಿಪುರ ತಾಲ್ಲೂಕು. ಪ್ರಕಟಣೆ: ಮೇಲ್ಕಂಡ ಅರ್ಜಿದಾರರು ಮೃತ ದಿವಂಗತ ಶ್ರೀ ರಾಮಪ್ಪ ರವರ ವಾರಸುದಾರರಾಗಿ ಶಿವಮೊಗ್ಗ ಬ್ಯಾಂಕ್‌ನಲ್ಲಿರುವ ಠೇವಣಿ ಹಣವನ್ನು ಪಡೆಯಲು ಉತ್ತರಾಧಿಕಾರ ಪ್ರಮಾಣ ಪತ್ರಕ್ಕಾಗಿ ಅರ್ಜಿ ಸಲ್ಲಿಸಿದ್ದು, P & SC No:38/2025. ಈ ಬಗ್ಗೆ ಆಕ್ಷೇಪಣೆ ಇದ್ದಲ್ಲಿ ದಿನಾಂಕ:22-09-2025 ರಂದು ಬೆಳಿಗ್ಗೆ 11 ಗಂಟೆಗೆ ನ್ಯಾಯಾಲಯದ ಮುಂದೆ ಹಾಜರಾಗಬಹುದು.: [659, 128, 947, 191]
- ad-case-number: ಸಿ.ಆರ್.ಮಿಸ್.ನಂ.: 132/2025: [425, 1047, 543, 1058]
- header-day: ಶುಕ್ರವಾರ: [122, 14, 171, 34]
- ad-body: ಅರ್ಜಿದಾರರು: 1) ಶ್ರೀಮತಿ ಸಾವಿತ್ರಮ್ಮ ಕೋಂ ಲೇಟ್ ಬಸಪ್ಪ, ಸುಮಾರು 60 ವರ್ಷ, 2) ಹೊನ್ನೇಶಪ್ಪ ಬಿನ್ ಲೇಟ್ ಬಸಪ್ಪ, ಸುಮಾರು 41 ವರ್ಷ, ವಾಸ: ಬಿಜುವಳ್ಳಿ ಗ್ರಾಮ, ತರೀಕೆರೆ ತಾಲ್ಲೂಕು. ವಿರುದ್ಧ ಎದುರುದಾರರು: 1) ತಹಶೀಲ್ದಾರ್‌ರವರು, ತರೀಕೆರೆ ತಾಲ್ಲೂಕು, ಅಜ್ಜಂಪುರ. ಸಾರ್ವಜನಿಕ ಪ್ರಕಟಣೆ: ಬಸಪ್ಪ ಬಿನ್ ಲೇಟ್ ರಾಮಪ್ಪ ರವರು ದಿನಾಂಕ:27-11-2018 ರಂದು ಮರಣ ಹೊಂದಿರುತ್ತಾರೆ. ಸದರಿಯವರ ಮರಣ ನೋಂದಣಿ ಬಗ್ಗೆ ಯಾರಿಗಾದರೂ ಆಕ್ಷೇಪಣೆ ಇದ್ದಲ್ಲಿ ದಿನಾಂಕ:23-08-2025 ರಂದು ಬೆಳಿಗ್ಗೆ 11 ಗಂಟೆಗೆ ಈ ನ್ಯಾಯಾಲಯದ ಮುಂದೆ ಹಾಜರಾಗಿ ತಮ್ಮ ಆಕ್ಷೇಪಣೆಯನ್ನು ಸಲ್ಲಿಸಬಹುದು. ತಪ್ಪಿದ್ದಲ್ಲಿ ಅರ್ಜಿಯನ್ನು ಏಕಪಕ್ಷೀಯವಾಗಿ ಇತ್ಯರ್ಥಪಡಿಸಲಾಗುವುದು.: [23, 143, 311, 206]
- ad-ref-line: [982, 620, 1266, 630]
- sig-right: ನ್ಯಾಯಾಲಯದ ಆಜ್ಞೆ ಮೇರೆಗೆ ಸಹಿ/- ಜೆ.ಎಂ.ಎಫ್.ಸಿ. ನ್ಯಾಯಾಲಯ, ಹೊಳಲ್ಕೆರೆ: [518, 1877, 627, 1909]
- td-indent: 47057: [426, 623, 490, 636]
- th-indent: Indent No: [426, 688, 490, 701]
- ad-body: ಅರ್ಜಿದಾರರು: 1) ಶ್ರೀಮತಿ ಕಮಲಮ್ಮ ಕೋಂ ಲೇಟ್ ಹನುಮಪ್ಪ, ಸುಮಾರು 56 ವರ್ಷ, 2) ಸುಧಾ, 3) ರಮೇಶ್, ವಾಸ: ಹೊಳಲ್ಕೆರೆ ತಾಲ್ಲೂಕು. ವಿರುದ್ಧ ಎದುರುದಾರರು: 1) ಮಾನ್ಯ ಮುಖ್ಯಾಧಿಕಾರಿಗಳು, ಪಟ್ಟಣ ಪಂಚಾಯಿತಿ ಕಚೇರಿ, ಹೊಳಲ್ಕೆರೆ. ಪ್ರತಿಕ್ರಿಯೆ ಪ್ರಕಟಣೆ: ಮೇಲ್ಕಂಡ ಅರ್ಜಿದಾರರು ನ್ಯಾಯಾಲಯದಲ್ಲಿ ಅರ್ಜಿ ಸಲ್ಲಿಸಿದ್ದು, ಈ ಬಗ್ಗೆ ಆಕ್ಷೇಪಣೆ ಇದ್ದಲ್ಲಿ ದಿನಾಂಕ:09-09-2025 ರಂದು ಬೆಳಿಗ್ಗೆ 11 ಘಂಟೆಗೆ ನ್ಯಾಯಾಲಯದ ಮುಂದೆ ಹಾಜರಾಗಿ ಆಕ್ಷೇಪಣೆ ಸಲ್ಲಿಸಬಹುದು. ದಿನಾಂಕ:13-07-2021 ರಂದು ಮರಣ ಹೊಂದಿರುತ್ತಾರೆ.: [659, 1507, 947, 1560]
- sig-left: ವಾ.ಮಾ.ಇ./ಶಿ/ಮೋ/2025-26/06/08/522: [979, 432, 1269, 443]
- t2-title: 2. ಮೂಲಸೌಲಭ್ಯ ಟೆಂಡರ್ ಕಾಮಗಾರಿಗಳು: [424, 596, 544, 607]
- reg-dot: [1184, 2000, 1194, 2010]
- page-header: [0, 0, 1306, 72]
- ad-signature: [659, 884, 947, 927]
- th-slno: Sl.No: [383, 610, 425, 623]
- ad-title: ಶಿವಮೊಗ್ಗ ನಗರದ 1ನೇ ಹೆಚ್ಚುವರಿ ಜಿಲ್ಲಾ ಮತ್ತು ಸತ್ರ ನ್ಯಾಯಾಲಯ, ಶಿವಮೊಗ್ಗ: [992, 1467, 1254, 1496]
